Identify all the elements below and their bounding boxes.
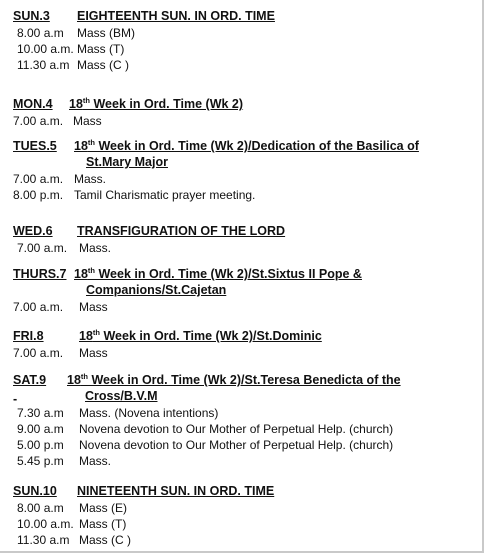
schedule-item	[13, 25, 478, 41]
item-desc: Tamil Charismatic prayer meeting.	[74, 188, 256, 202]
day-block-wed6	[13, 224, 478, 256]
item-desc: Novena devotion to Our Mother of Perpetual Help. (church)	[79, 422, 394, 436]
item-time: 10.00 a.m.	[17, 517, 74, 531]
item-desc: Mass (E)	[79, 501, 127, 515]
schedule-item	[13, 57, 478, 73]
item-time: 11.30 a.m	[17, 58, 70, 72]
item-time: 7.00 a.m.	[13, 172, 64, 186]
day-title: NINETEENTH SUN. IN ORD. TIME	[77, 484, 275, 498]
day-block-sun10	[13, 484, 478, 548]
item-desc: Novena devotion to Our Mother of Perpetual Help. (church)	[79, 438, 394, 452]
day-header	[13, 329, 478, 345]
schedule-item	[13, 453, 478, 469]
day-title: TRANSFIGURATION OF THE LORD	[77, 224, 286, 238]
item-desc: Mass. (Novena intentions)	[79, 406, 219, 420]
day-title: 18th Week in Ord. Time (Wk 2)/Dedication of the Basilica of	[74, 138, 419, 153]
day-label: THURS.7	[13, 267, 67, 281]
item-time: 11.30 a.m	[17, 533, 70, 547]
day-label: MON.4	[13, 97, 53, 111]
day-block-fri8	[13, 329, 478, 361]
schedule-item	[13, 240, 478, 256]
item-desc: Mass (BM)	[77, 26, 135, 40]
item-time: 5.45 p.m	[17, 454, 64, 468]
day-block-thurs7	[13, 267, 478, 315]
item-time: 8.00 p.m.	[13, 188, 64, 202]
schedule-item	[13, 113, 478, 129]
schedule-item	[13, 532, 478, 548]
day-title: EIGHTEENTH SUN. IN ORD. TIME	[77, 9, 275, 23]
item-time: 8.00 a.m	[17, 501, 64, 515]
day-header	[13, 9, 478, 25]
day-header	[13, 267, 478, 299]
item-desc: Mass (T)	[79, 517, 127, 531]
day-label: SAT.9	[13, 373, 47, 387]
day-block-tues5	[13, 139, 478, 203]
item-desc: Mass	[73, 114, 102, 128]
day-header	[13, 484, 478, 500]
item-desc: Mass (T)	[77, 42, 125, 56]
item-time: 5.00 p.m	[17, 438, 64, 452]
item-time: 9.00 a.m	[17, 422, 64, 436]
schedule-item	[13, 187, 478, 203]
schedule-item	[13, 500, 478, 516]
day-block-sat9	[13, 373, 478, 469]
schedule-item	[13, 405, 478, 421]
item-desc: Mass.	[79, 454, 112, 468]
day-title: 18th Week in Ord. Time (Wk 2)/St.Teresa Benedicta of the	[67, 372, 401, 387]
dash-mark: -	[13, 392, 18, 406]
day-header	[13, 97, 478, 113]
day-label: SUN.3	[13, 9, 50, 23]
day-title: 18th Week in Ord. Time (Wk 2)	[69, 96, 244, 111]
item-time: 7.30 a.m	[17, 406, 64, 420]
item-desc: Mass	[79, 346, 108, 360]
schedule-item	[13, 41, 478, 57]
item-time: 7.00 a.m.	[13, 300, 64, 314]
day-title-line2: Cross/B.V.M	[85, 389, 158, 403]
schedule-item	[13, 421, 478, 437]
item-desc: Mass (C )	[77, 58, 129, 72]
item-desc: Mass	[79, 300, 108, 314]
day-title: 18th Week in Ord. Time (Wk 2)/St.Dominic	[79, 328, 322, 343]
day-label: SUN.10	[13, 484, 57, 498]
item-time: 7.00 a.m.	[13, 114, 64, 128]
item-time: 7.00 a.m.	[13, 346, 64, 360]
schedule-item	[13, 171, 478, 187]
schedule-item	[13, 345, 478, 361]
day-label: FRI.8	[13, 329, 44, 343]
day-label: WED.6	[13, 224, 53, 238]
item-desc: Mass.	[74, 172, 107, 186]
item-desc: Mass.	[79, 241, 112, 255]
item-time: 10.00 a.m.	[17, 42, 74, 56]
schedule-item	[13, 516, 478, 532]
schedule-item	[13, 299, 478, 315]
day-title-line2: St.Mary Major	[86, 155, 168, 169]
item-time: 8.00 a.m	[17, 26, 64, 40]
schedule-item	[13, 437, 478, 453]
item-time: 7.00 a.m.	[17, 241, 68, 255]
day-block-mon4	[13, 97, 478, 129]
day-block-sun3	[13, 9, 478, 73]
day-header	[13, 373, 478, 405]
day-title-line2: Companions/St.Cajetan	[86, 283, 227, 297]
day-header	[13, 224, 478, 240]
day-label: TUES.5	[13, 139, 57, 153]
day-header	[13, 139, 478, 171]
item-desc: Mass (C )	[79, 533, 131, 547]
day-title: 18th Week in Ord. Time (Wk 2)/St.Sixtus II Pope &	[74, 266, 362, 281]
